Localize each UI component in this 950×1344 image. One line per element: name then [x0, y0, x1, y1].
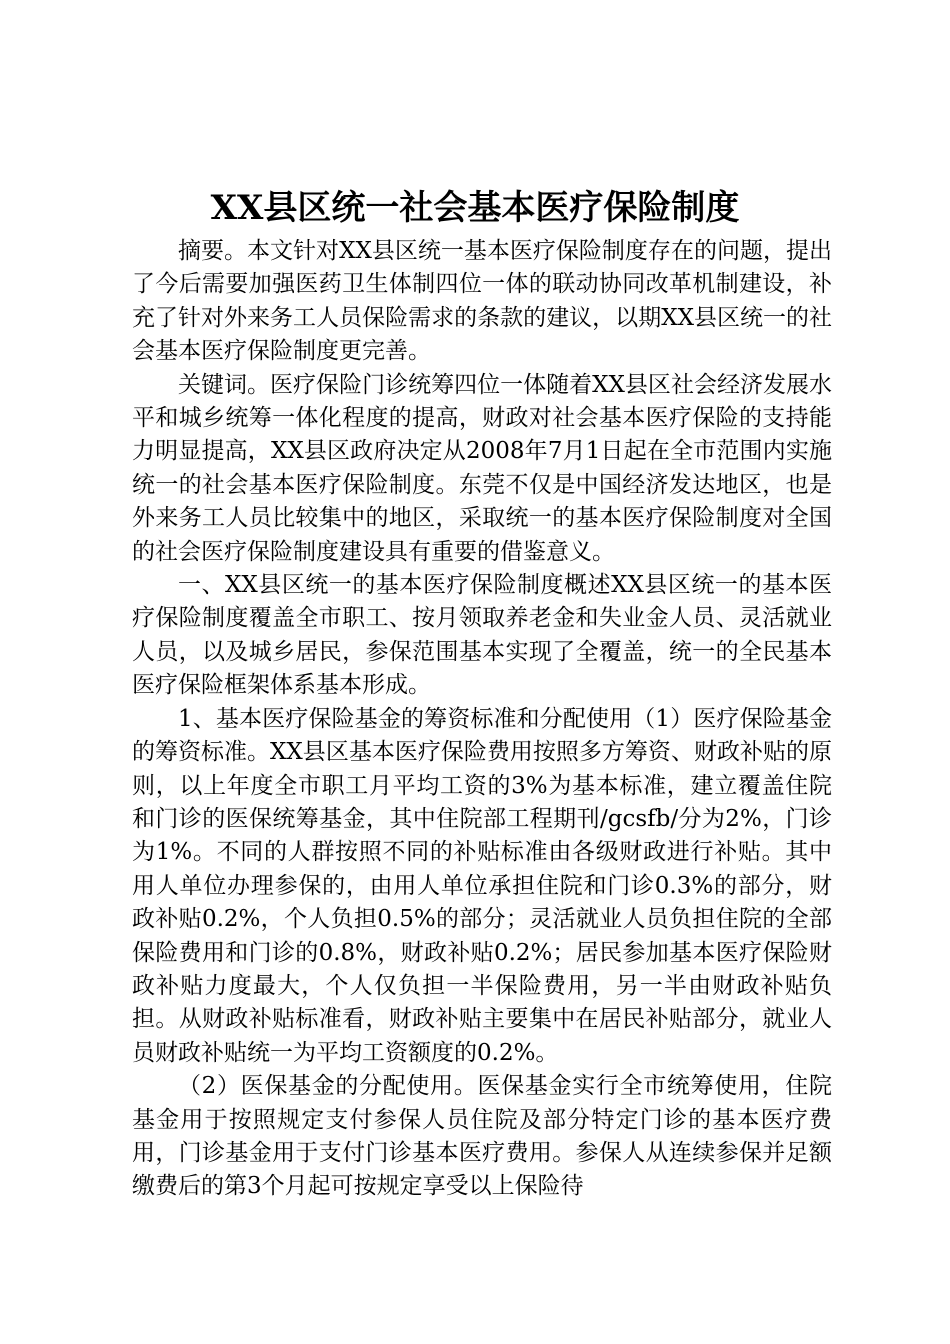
overview-paragraph: 一、XX县区统一的基本医疗保险制度概述XX县区统一的基本医疗保险制度覆盖全市职工、按月领取养老金和失业金人员、灵活就业人员，以及城乡居民，参保范围基本实现了全覆盖，统一的全民基本医疗保险框架体系基本形成。: [132, 572, 832, 699]
funding-standard-paragraph: 1、基本医疗保险基金的筹资标准和分配使用（1）医疗保险基金的筹资标准。XX县区基本医疗保险费用按照多方筹资、财政补贴的原则，以上年度全市职工月平均工资的3%为基本标准，建立覆盖住院和门诊的医保统筹基金，其中住院部工程期刊/gcsfb/分为2%，门诊为1%。不同的人群按照不同的补贴标准由各级财政进行补贴。其中用人单位办理参保的，由用人单位承担住院和门诊0.3%的部分，财政补贴0.2%，个人负担0.5%的部分；灵活就业人员负担住院的全部保险费用和门诊的0.8%，财政补贴0.2%；居民参加基本医疗保险财政补贴力度最大，个人仅负担一半保险费用，另一半由财政补贴负担。从财政补贴标准看，财政补贴主要集中在居民补贴部分，就业人员财政补贴统一为平均工资额度的0.2%。: [132, 705, 832, 1066]
document-body: [132, 235, 832, 1204]
fund-allocation-paragraph: （2）医保基金的分配使用。医保基金实行全市统筹使用，住院基金用于按照规定支付参保人员住院及部分特定门诊的基本医疗费用，门诊基金用于支付门诊基本医疗费用。参保人从连续参保并足额缴费后的第3个月起可按规定享受以上保险待: [132, 1073, 832, 1200]
keywords-paragraph: 关键词。医疗保险门诊统筹四位一体随着XX县区社会经济发展水平和城乡统筹一体化程度的提高，财政对社会基本医疗保险的支持能力明显提高，XX县区政府决定从2008年7月1日起在全市范围内实施统一的社会基本医疗保险制度。东莞不仅是中国经济发达地区，也是外来务工人员比较集中的地区，采取统一的基本医疗保险制度对全国的社会医疗保险制度建设具有重要的借鉴意义。: [132, 371, 832, 565]
abstract-paragraph: 摘要。本文针对XX县区统一基本医疗保险制度存在的问题，提出了今后需要加强医药卫生体制四位一体的联动协同改革机制建设，补充了针对外来务工人员保险需求的条款的建议，以期XX县区统一的社会基本医疗保险制度更完善。: [132, 238, 832, 365]
document-title: XX县区统一社会基本医疗保险制度: [210, 188, 740, 228]
